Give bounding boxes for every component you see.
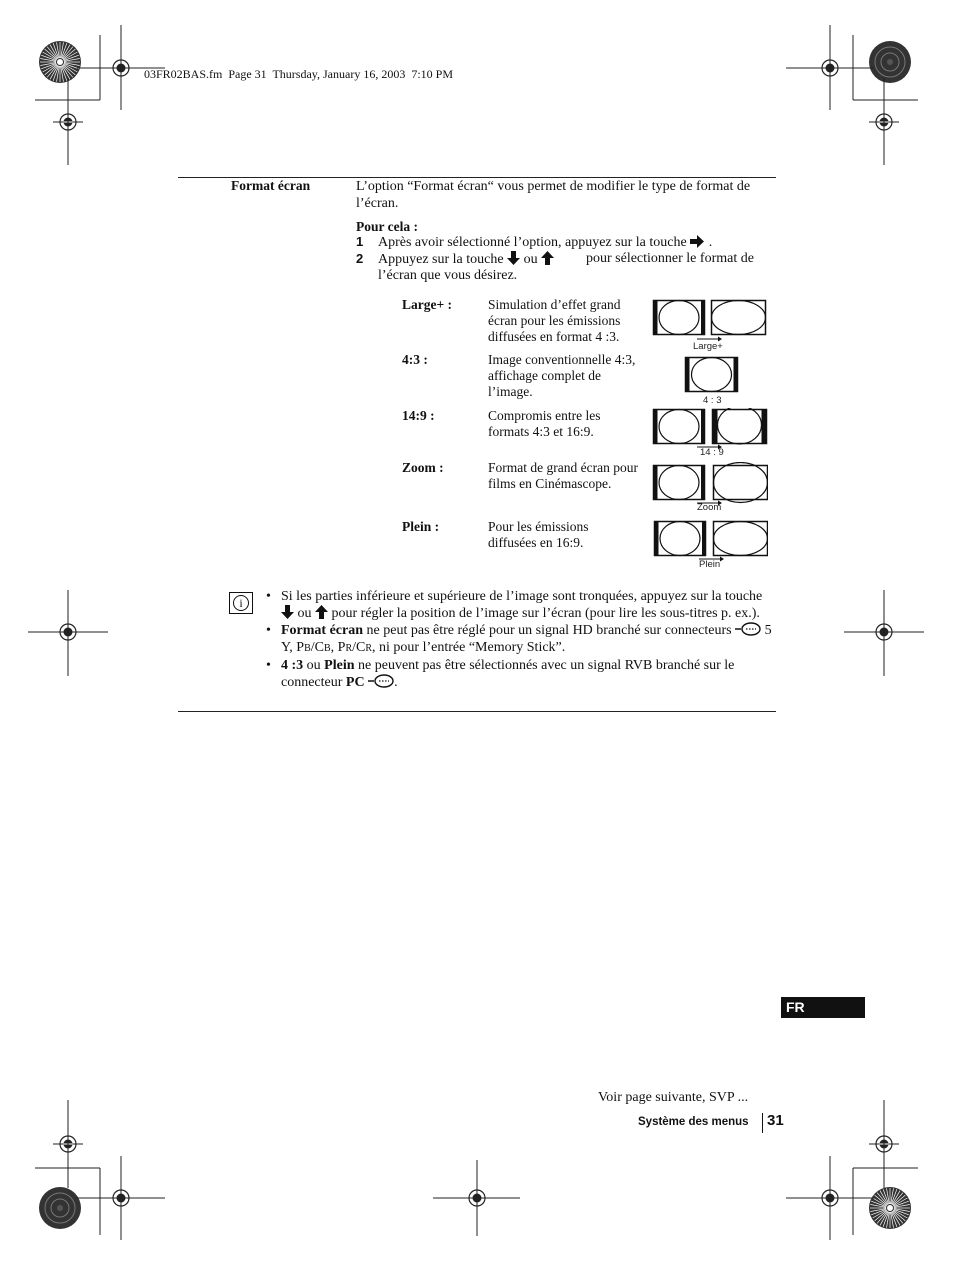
illustration-caption-large: Large+: [693, 341, 723, 352]
step-1: [356, 233, 776, 251]
note-2: • Format écran ne peut pas être réglé pour un signal HD branché sur connecteurs 5 Y, PB/CB, PR/CR, ni pour l’entrée “Memory Stick”.: [266, 623, 772, 655]
info-icon: i: [229, 592, 253, 614]
format-label-zoom: Zoom :: [402, 460, 444, 475]
format-desc-43: Image conventionnelle 4:3, affichage complet de l’image.: [488, 352, 636, 399]
footer-divider: [762, 1113, 763, 1133]
illustration-caption-plein: Plein: [699, 559, 721, 570]
up-arrow-icon: [315, 605, 328, 619]
format-label-plein: Plein :: [402, 519, 440, 534]
language-tab: FR: [781, 997, 865, 1018]
step-text: Appuyez sur la touche: [378, 252, 504, 267]
note-1: • Si les parties inférieure et supérieure de l’image sont tronquées, appuyez sur la touche ou pour régler la position de l’image sur l’écran (pour lire les sous-titres p. ex.).: [266, 589, 763, 621]
format-desc-149: Compromis entre les formats 4:3 et 16:9.: [488, 408, 601, 439]
illustration-caption-149: 14 : 9: [700, 447, 724, 458]
format-label-149: 14:9 :: [402, 408, 435, 423]
note-3: • 4 :3 ou Plein ne peuvent pas être sélectionnés avec un signal RVB branché sur le connecteur PC .: [266, 658, 735, 690]
step-text: Après avoir sélectionné l’option, appuyez sur la touche: [378, 235, 687, 250]
bullet: •: [266, 623, 271, 638]
illustration-large: [652, 299, 768, 347]
step-2-rest: pour sélectionner le format de l’écran que vous désirez.: [378, 251, 754, 283]
step-number: 2: [356, 251, 364, 266]
illustration-caption-43: 4 : 3: [703, 395, 722, 406]
step-text-or: ou: [523, 252, 538, 267]
section-term: Format écran: [231, 178, 311, 193]
right-arrow-icon: [690, 235, 705, 248]
bottom-rule: [178, 711, 776, 712]
step-number: 1: [356, 234, 364, 249]
format-desc-large: Simulation d’effet grand écran pour les émissions diffusées en format 4 :3.: [488, 297, 621, 344]
notes-list: [266, 588, 776, 691]
format-desc-zoom: Format de grand écran pour films en Cinémascope.: [488, 460, 638, 491]
format-desc-plein: Pour les émissions diffusées en 16:9.: [488, 519, 589, 550]
pour-cela-heading: Pour cela :: [356, 219, 418, 234]
file-info: 03FR02BAS.fm Page 31 Thursday, January 16, 2003 7:10 PM: [144, 67, 453, 81]
format-label-large: Large+ :: [402, 297, 453, 312]
step-text-end: .: [708, 235, 713, 250]
format-label-43: 4:3 :: [402, 352, 428, 367]
down-arrow-icon: [281, 605, 294, 619]
pc-connector-icon: [368, 674, 394, 688]
running-footer-section: Système des menus: [638, 1116, 749, 1128]
bullet: •: [266, 658, 271, 673]
bullet: •: [266, 589, 271, 604]
page-number: 31: [767, 1112, 784, 1129]
illustration-caption-zoom: Zoom: [697, 502, 722, 513]
next-page-note: Voir page suivante, SVP ...: [598, 1090, 749, 1105]
input-connector-icon: [735, 622, 761, 636]
illustration-43: [684, 356, 740, 394]
section-intro: L’option “Format écran“ vous permet de modifier le type de format de l’écran.: [356, 179, 751, 211]
